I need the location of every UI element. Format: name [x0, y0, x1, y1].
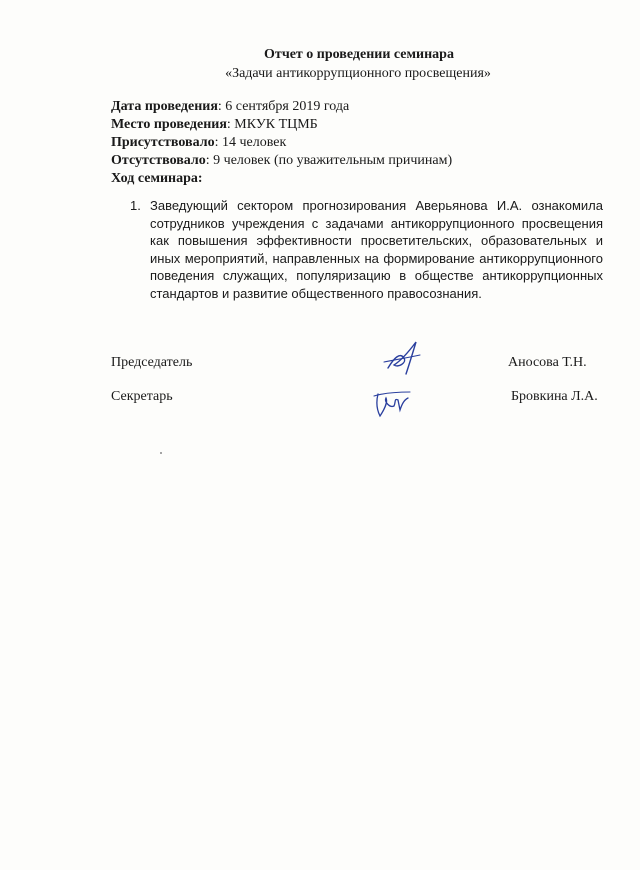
meta-value: : 9 человек (по уважительным причинам): [205, 153, 453, 168]
secretary-role: Секретарь: [111, 389, 173, 404]
meta-label: Место проведения: [111, 117, 227, 132]
meta-label: Отсутствовало: [111, 153, 206, 168]
meta-absent: [111, 152, 452, 170]
meta-value: : 14 человек: [214, 135, 287, 150]
meta-label: Ход семинара:: [111, 171, 203, 186]
chair-name: Аносова Т.Н.: [508, 355, 587, 370]
agenda-item-number: 1.: [130, 198, 141, 213]
meta-value: : 6 сентября 2019 года: [217, 99, 350, 114]
meta-block: [111, 98, 452, 188]
document-title: Отчет о проведении семинара: [264, 47, 454, 62]
secretary-name: Бровкина Л.А.: [511, 389, 598, 404]
meta-place: [111, 116, 452, 134]
meta-label: Присутствовало: [111, 135, 215, 150]
meta-present: [111, 134, 452, 152]
secretary-signature-icon: [372, 388, 412, 420]
chair-signature-icon: [380, 338, 430, 378]
chair-role: Председатель: [111, 355, 193, 370]
meta-label: Дата проведения: [111, 99, 218, 114]
agenda-item-text: Заведующий сектором прогнозирования Аверьянова И.А. ознакомила сотрудников учреждения с задачами антикоррупционного просвещения как повышения эффективности просветительских, образовательных и иных мероприятий, направленных на формирование антикоррупционного поведения служащих, популяризацию в обществе антикоррупционных стандартов и развитие общественного правосознания.: [150, 198, 603, 301]
meta-value: : МКУК ТЦМБ: [226, 117, 318, 132]
meta-date: [111, 98, 452, 116]
scan-speck: [160, 452, 162, 454]
meta-progress: [111, 170, 452, 188]
document-subtitle: «Задачи антикоррупционного просвещения»: [225, 66, 491, 81]
